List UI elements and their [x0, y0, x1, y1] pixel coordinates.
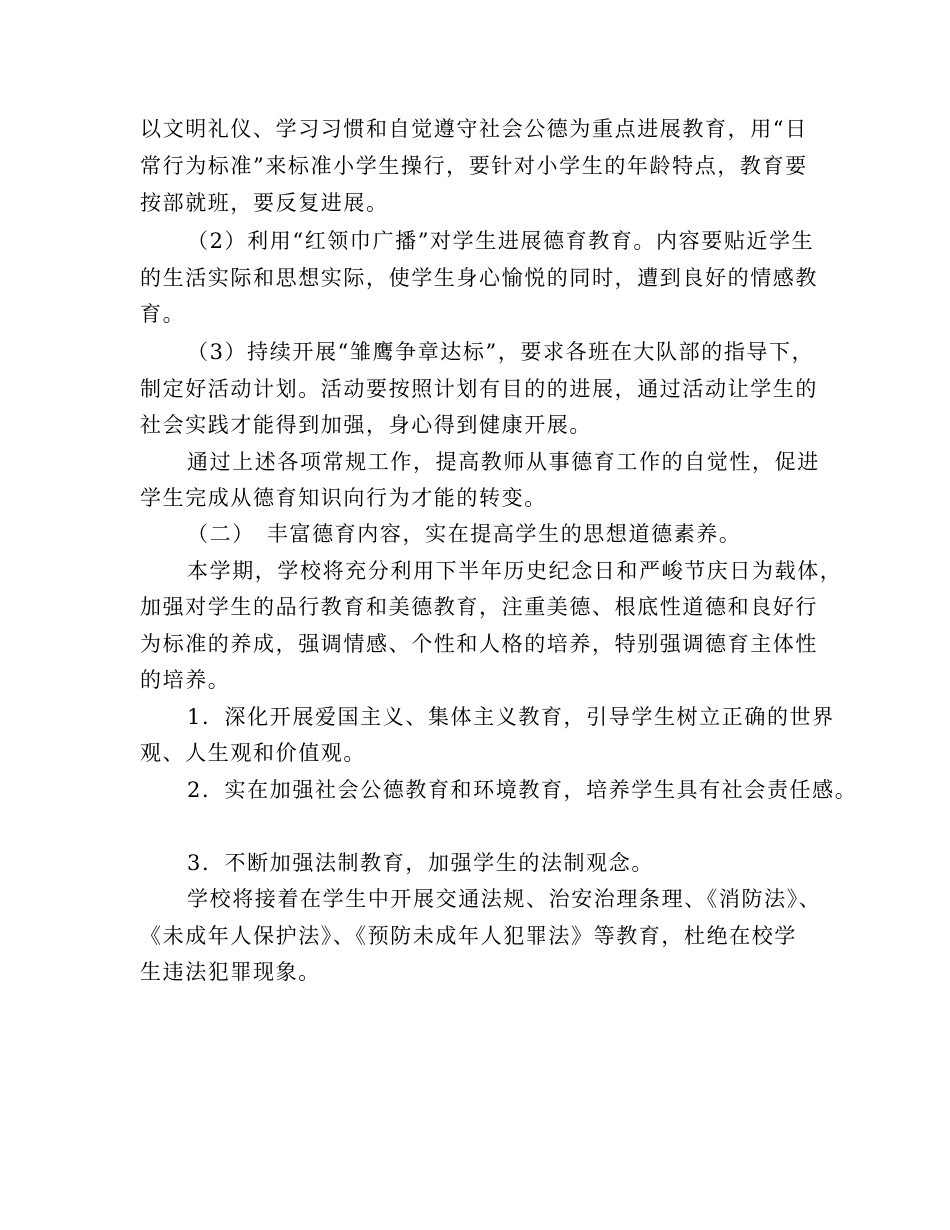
paragraph-line: 生违法犯罪现象。: [140, 960, 321, 984]
paragraph-line: 按部就班，要反复进展。: [140, 191, 389, 215]
paragraph-line: 本学期，学校将充分利用下半年历史纪念日和严峻节庆日为载体，: [187, 559, 843, 583]
paragraph-line: （2）利用“红领巾广播”对学生进展德育教育。内容要贴近学生: [187, 229, 815, 253]
list-item: 2．实在加强社会公德教育和环境教育，培养学生具有社会责任感。: [187, 778, 858, 802]
paragraph-line: 观、人生观和价值观。: [140, 741, 366, 765]
paragraph-line: 社会实践才能得到加强，身心得到健康开展。: [140, 413, 592, 437]
list-item: 3．不断加强法制教育，加强学生的法制观念。: [187, 851, 654, 875]
paragraph-line: 的培养。: [140, 668, 231, 692]
section-heading: （二） 丰富德育内容，实在提高学生的思想道德素养。: [187, 522, 742, 546]
paragraph-line: （3）持续开展“雏鹰争章达标”，要求各班在大队部的指导下，: [187, 340, 815, 364]
paragraph-line: 学生完成从德育知识向行为才能的转变。: [140, 486, 547, 510]
paragraph-line: 育。: [140, 302, 186, 326]
paragraph-line: 加强对学生的品行教育和美德教育，注重美德、根底性道德和良好行: [140, 595, 818, 619]
paragraph-line: 通过上述各项常规工作，提高教师从事德育工作的自觉性，促进: [187, 450, 820, 474]
list-item: 1．深化开展爱国主义、集体主义教育，引导学生树立正确的世界: [187, 705, 835, 729]
paragraph-line: 制定好活动计划。活动要按照计划有目的的进展，通过活动让学生的: [140, 377, 818, 401]
paragraph-line: 常行为标准”来标准小学生操行，要针对小学生的年龄特点，教育要: [140, 154, 808, 178]
paragraph-line: 以文明礼仪、学习习惯和自觉遵守社会公德为重点进展教育，用“日: [140, 117, 808, 141]
paragraph-line: 学校将接着在学生中开展交通法规、治安治理条理、《消防法》、: [187, 887, 822, 911]
paragraph-line: 为标准的养成，强调情感、个性和人格的培养，特别强调德育主体性: [140, 632, 818, 656]
paragraph-line: 的生活实际和思想实际，使学生身心愉悦的同时，遭到良好的情感教: [140, 266, 818, 290]
paragraph-line: 《未成年人保护法》、《预防未成年人犯罪法》等教育，杜绝在校学: [140, 924, 797, 948]
